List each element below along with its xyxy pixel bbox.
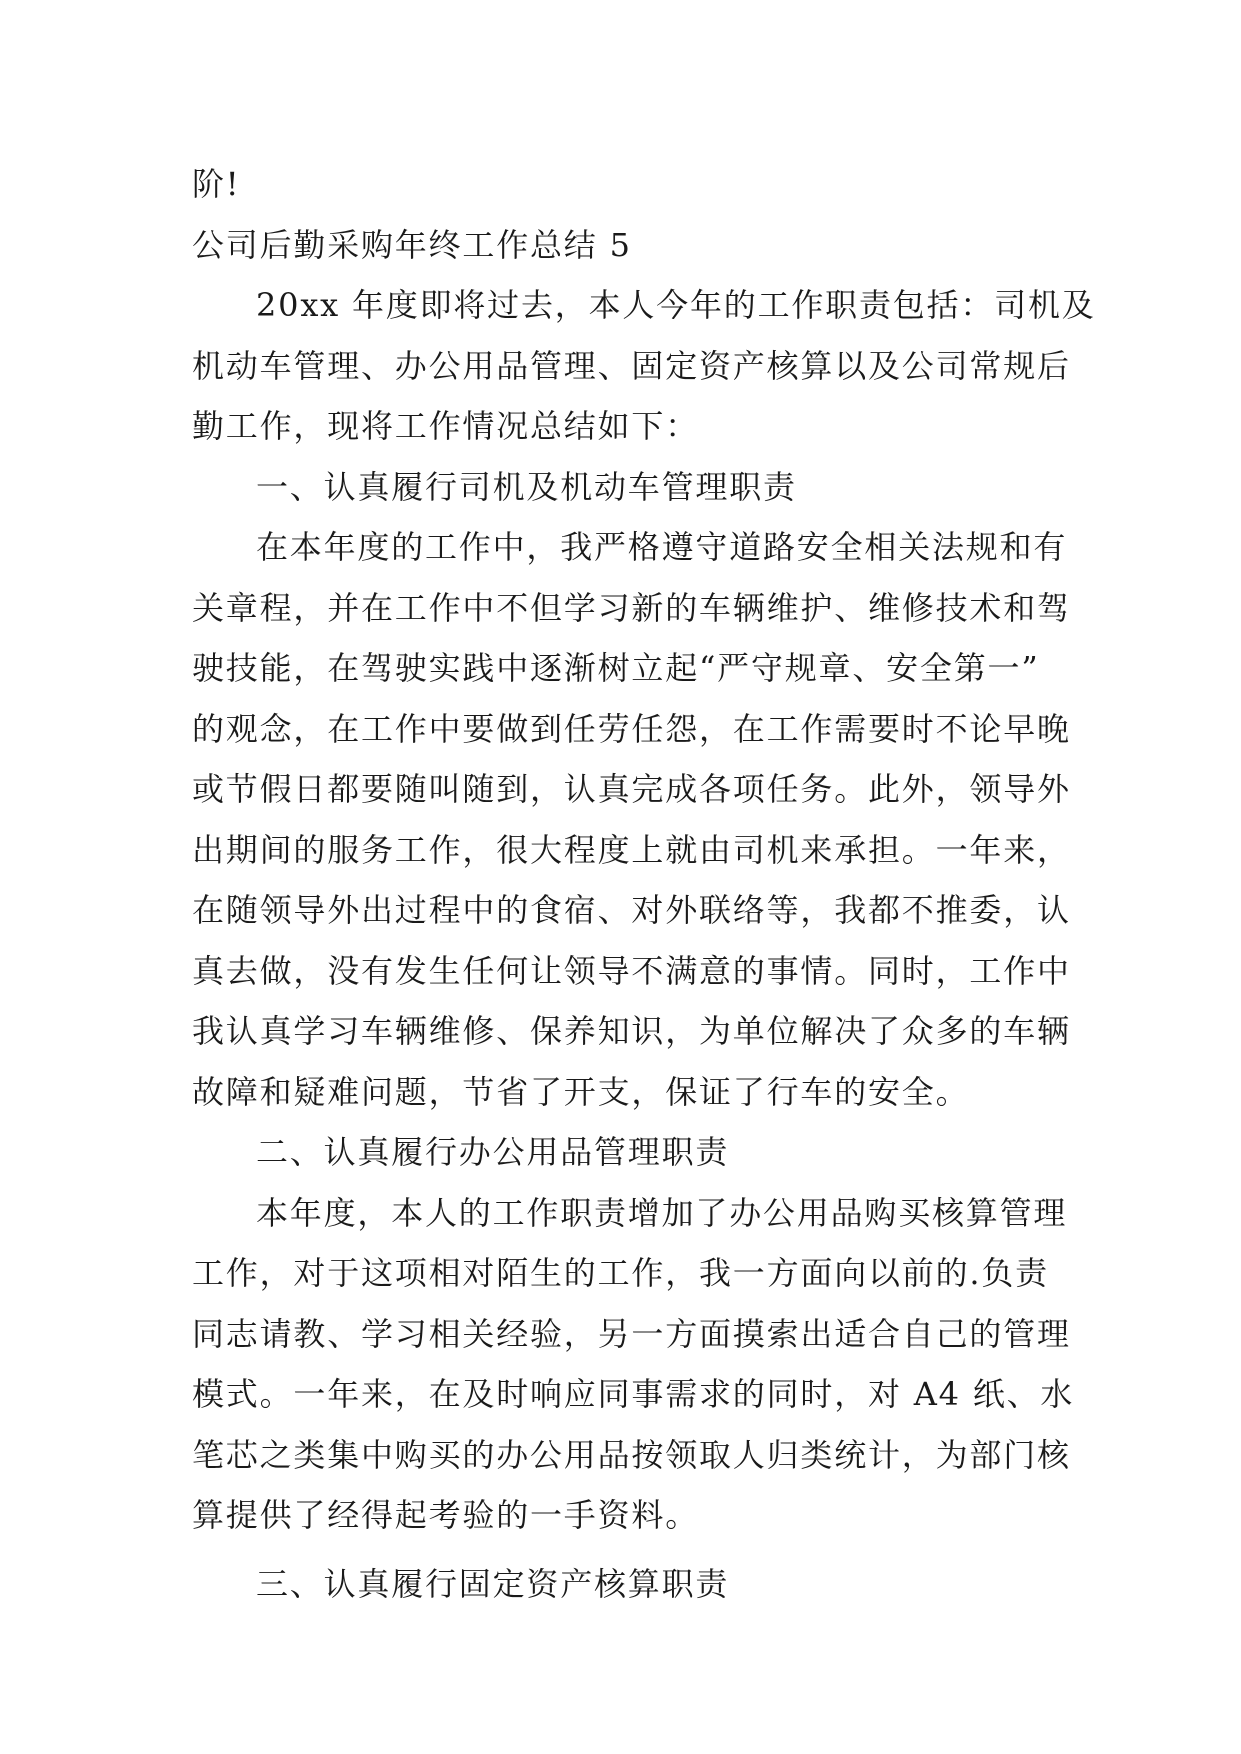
paragraph-line: 笔芯之类集中购买的办公用品按领取人归类统计，为部门核 <box>192 1435 1071 1474</box>
paragraph-line: 驶技能，在驾驶实践中逐渐树立起“严守规章、安全第一” <box>192 649 1040 687</box>
paragraph-line: 的观念，在工作中要做到任劳任怨，在工作需要时不论早晚 <box>192 709 1071 748</box>
paragraph-line: 出期间的服务工作，很大程度上就由司机来承担。一年来， <box>192 830 1071 869</box>
paragraph-line: 机动车管理、办公用品管理、固定资产核算以及公司常规后 <box>192 346 1071 385</box>
paragraph-line: 算提供了经得起考验的一手资料。 <box>192 1496 700 1534</box>
paragraph-line: 20xx 年度即将过去，本人今年的工作职责包括：司机及 <box>256 286 1096 324</box>
paragraph-line: 本年度，本人的工作职责增加了办公用品购买核算管理 <box>256 1193 1068 1232</box>
text-line: 阶! <box>192 165 241 203</box>
spacer <box>192 1546 1052 1554</box>
heading-line: 一、认真履行司机及机动车管理职责 <box>256 467 797 506</box>
heading-line: 二、认真履行办公用品管理职责 <box>256 1133 730 1171</box>
paragraph-line: 在本年度的工作中，我严格遵守道路安全相关法规和有 <box>256 528 1068 566</box>
paragraph-line: 关章程，并在工作中不但学习新的车辆维护、维修技术和驾 <box>192 588 1071 627</box>
paragraph-line: 在随领导外出过程中的食宿、对外联络等，我都不推委，认 <box>192 891 1071 929</box>
paragraph-line: 故障和疑难问题，节省了开支，保证了行车的安全。 <box>192 1072 970 1111</box>
heading-line: 三、认真履行固定资产核算职责 <box>256 1564 730 1603</box>
document-body <box>192 154 1096 1614</box>
paragraph-line: 真去做，没有发生任何让领导不满意的事情。同时，工作中 <box>192 951 1071 990</box>
section-title: 公司后勤采购年终工作总结 5 <box>192 225 632 264</box>
paragraph-line: 同志请教、学习相关经验，另一方面摸索出适合自己的管理 <box>192 1314 1071 1353</box>
paragraph-line: 或节假日都要随叫随到，认真完成各项任务。此外，领导外 <box>192 770 1071 808</box>
paragraph-line: 模式。一年来，在及时响应同事需求的同时，对 A4 纸、水 <box>192 1375 1075 1413</box>
paragraph-line: 我认真学习车辆维修、保养知识，为单位解决了众多的车辆 <box>192 1012 1071 1050</box>
paragraph-line: 工作，对于这项相对陌生的工作，我一方面向以前的.负责 <box>192 1254 1049 1292</box>
paragraph-line: 勤工作，现将工作情况总结如下： <box>192 407 700 445</box>
